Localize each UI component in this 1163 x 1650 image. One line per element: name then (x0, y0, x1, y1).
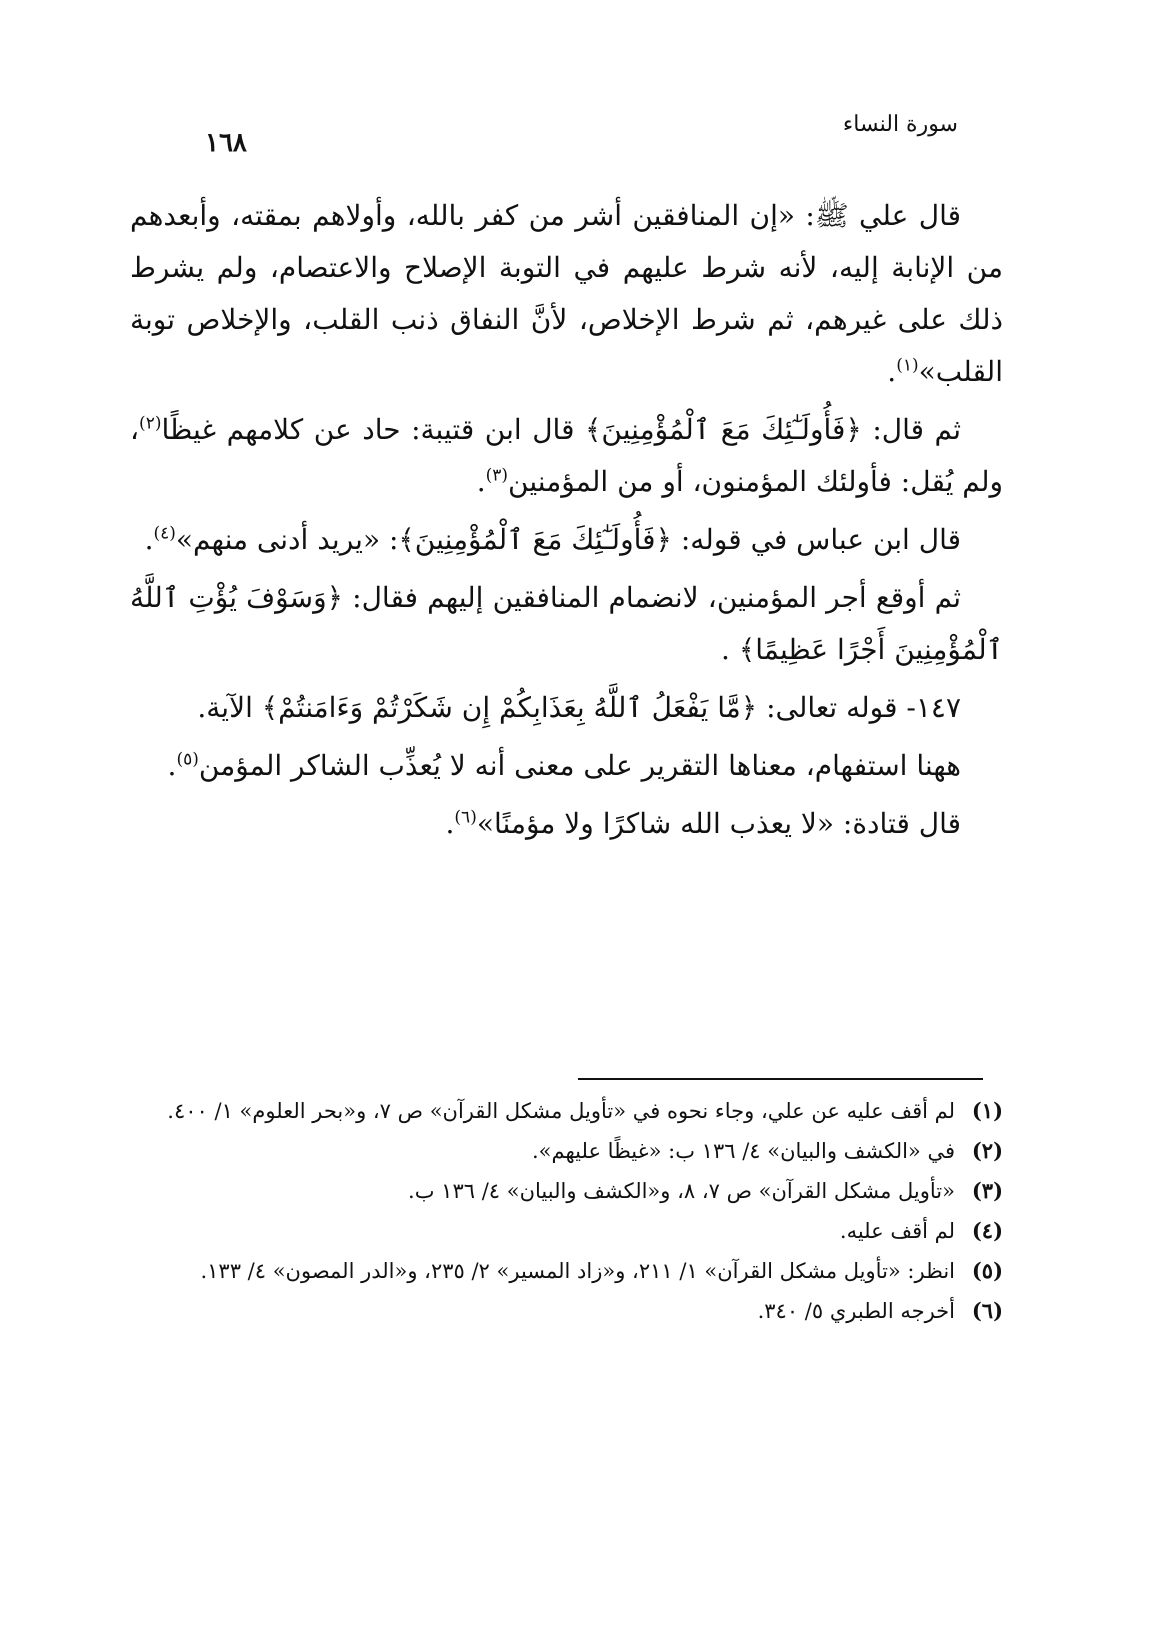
footnote-ref: (٥) (176, 749, 199, 770)
paragraph: ثم قال: ﴿فَأُولَـٰٓئِكَ مَعَ ٱلْمُؤْمِنِينَ﴾ قال ابن قتيبة: حاد عن كلامهم غيظًا$^{(٢)}$، ولم يُقل: فأولئك المؤمنون، أو من المؤمنين$^{(٣)}$. (130, 413, 1003, 498)
page-number: ١٦٨ (205, 128, 247, 158)
footnote-ref: (٣) (485, 465, 509, 486)
paragraph: ثم أوقع أجر المؤمنين، لانضمام المنافقين إليهم فقال: ﴿وَسَوْفَ يُؤْتِ ٱللَّهُ ٱلْمُؤْمِنِينَ أَجْرًا عَظِيمًا﴾ . (130, 581, 1003, 666)
footnote-divider (578, 1078, 983, 1080)
footnotes (115, 1092, 1003, 1332)
surah-title: سورة النساء (842, 112, 958, 137)
paragraph: ههنا استفهام، معناها التقرير على معنى أنه لا يُعذِّب الشاكر المؤمن$^{(٥)}$. (167, 749, 961, 782)
footnote: (٥) انظر: «تأويل مشكل القرآن» ١/ ٢١١، و«زاد المسير» ٢/ ٢٣٥، و«الدر المصون» ٤/ ١٣٣. (200, 1258, 1003, 1283)
footnote-ref: (١) (896, 355, 919, 376)
footnote: (٦) أخرجه الطبري ٥/ ٣٤٠. (757, 1298, 1003, 1323)
footnote: (٢) في «الكشف والبيان» ٤/ ١٣٦ ب: «غيظًا عليهم». (532, 1138, 1003, 1163)
paragraph: ١٤٧- قوله تعالى: ﴿مَّا يَفْعَلُ ٱللَّهُ بِعَذَابِكُمْ إِن شَكَرْتُمْ وَءَامَنتُمْ﴾ الآية. (197, 691, 961, 724)
footnote: (٤) لم أقف عليه. (839, 1218, 1003, 1243)
paragraph: قال علي ﷺ: «إن المنافقين أشر من كفر بالله، وأولاهم بمقته، وأبعدهم من الإنابة إليه، لأنه شرط عليهم في التوبة الإصلاح والاعتصام، ولم يشرط ذلك على غيرهم، ثم شرط الإخلاص، لأنَّ النفاق ذنب القلب، والإخلاص توبة القلب»$^{(١)}$. (130, 199, 1003, 388)
footnote-ref: (٦) (454, 807, 477, 828)
footnote: (٣) «تأويل مشكل القرآن» ص ٧، ٨، و«الكشف والبيان» ٤/ ١٣٦ ب. (408, 1178, 1003, 1203)
footnote-ref: (٤) (153, 523, 176, 544)
paragraph: قال ابن عباس في قوله: ﴿فَأُولَـٰٓئِكَ مَعَ ٱلْمُؤْمِنِينَ﴾: «يريد أدنى منهم»$^{(٤)}$. (144, 523, 961, 556)
page-header (205, 112, 958, 164)
paragraph: قال قتادة: «لا يعذب الله شاكرًا ولا مؤمنًا»$^{(٦)}$. (445, 807, 961, 840)
main-text (130, 190, 1003, 856)
footnote-ref: (٢) (139, 413, 162, 434)
footnote: (١) لم أقف عليه عن علي، وجاء نحوه في «تأويل مشكل القرآن» ص ٧، و«بحر العلوم» ١/ ٤٠٠. (167, 1098, 1003, 1123)
